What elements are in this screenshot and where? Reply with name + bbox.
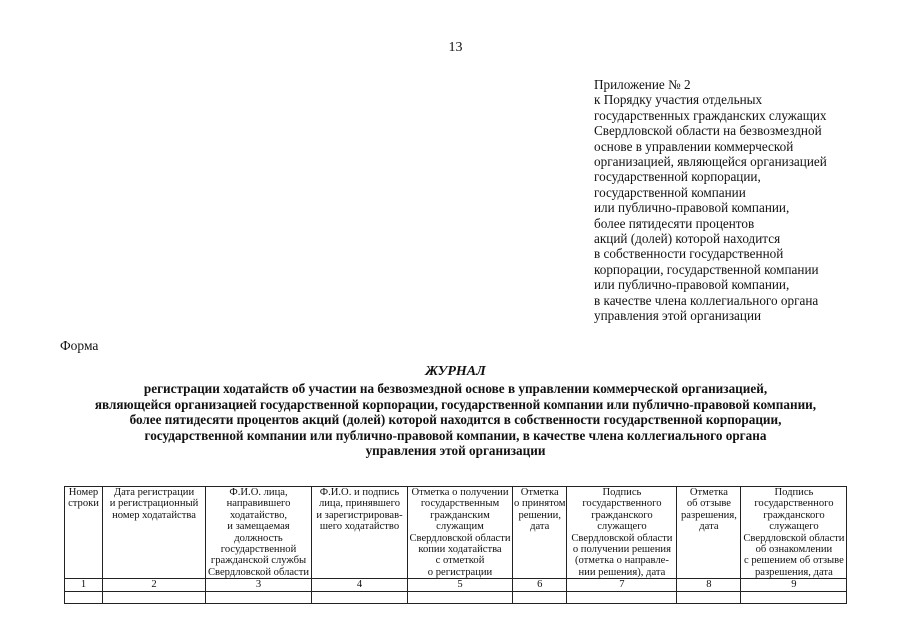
table-header-line: разрешения, [680,509,737,521]
journal-subtitle [30,381,881,459]
table-header-line: и зарегистрировав- [316,509,403,521]
table-header-line: направившего [226,498,291,510]
table-header-line: о принятом [514,498,566,510]
table-header-line: гражданской службы [210,555,307,567]
appendix-line: более пятидесяти процентов [594,215,755,231]
journal-subtitle-line: являющейся организацией государственной корпорации, государственной компании или публично-правовой компании, [94,396,817,412]
table-header-line: Отметка [689,487,728,498]
appendix-line: к Порядку участия отдельных [594,92,763,108]
table-cell [567,591,677,603]
table-header-line: (отметка о направле- [574,555,669,567]
table-header-cell [206,487,312,579]
table-header-line: о регистрации [427,566,493,578]
table-header-line: должность [234,532,283,544]
table-header-row [65,487,847,579]
table-header-line: нии решения), дата [578,566,666,578]
table-header-cell [103,487,206,579]
table-header-line: Свердловской области [207,566,310,578]
page-number: 13 [448,40,463,55]
table-header-line: и регистрационный [109,498,199,510]
appendix-line: организацией, являющейся организацией [594,154,827,170]
table-header-line: решении, [518,509,561,521]
journal-subtitle-line: государственной компании или публично-правовой компании, в качестве члена коллегиального органа [144,427,767,443]
table-header-line: гражданским [430,509,490,521]
journal-title: ЖУРНАЛ [425,364,486,379]
table-header-cell [65,487,103,579]
table-header-line: Свердловской области [571,532,673,544]
table-header-line: гражданского [763,509,825,521]
appendix-line: или публично-правовой компании, [594,200,790,216]
table-cell [206,591,312,603]
table-header-cell [408,487,513,579]
table-header-line: Отметка о получении [411,487,509,498]
table-column-number: 8 [677,579,741,591]
table-cell [677,591,741,603]
table-header-line: лица, принявшего [318,498,401,510]
table-header-line: гражданского [591,509,653,521]
table-header-cell [513,487,567,579]
table-cell [103,591,206,603]
table-header-line: Свердловской области [743,532,845,544]
journal-subtitle-line: регистрации ходатайств об участии на безвозмездной основе в управлении коммерческой организацией, [143,381,768,396]
appendix-line: или публично-правовой компании, [594,277,790,293]
table-header-line: и замещаемая [227,521,290,533]
table-column-number: 5 [408,579,513,591]
form-label: Форма [60,338,99,353]
table-column-number: 1 [65,579,103,591]
table-header-line: ходатайство, [229,509,288,521]
table-header-line: государственным [420,498,500,510]
table-header-cell [677,487,741,579]
table-header-line: об отзыве [686,498,732,510]
table-header-line: Ф.И.О. и подпись [319,487,400,498]
table-column-number: 4 [312,579,408,591]
table-header-line: о получении решения [572,544,671,556]
table-cell [312,591,408,603]
table-header-line: государственной [220,544,297,556]
table-cell [513,591,567,603]
table-header-line: дата [699,521,719,533]
table-column-number: 3 [206,579,312,591]
appendix-line: в качестве члена коллегиального органа [594,292,819,308]
table-header-cell [567,487,677,579]
table-header-line: строки [68,498,99,510]
table-column-number: 2 [103,579,206,591]
table-header-line: Номер [68,487,99,498]
table-header-line: копии ходатайства [418,544,502,556]
table-row [65,591,847,603]
appendix-line: управления этой организации [594,308,762,324]
table-header-line: Дата регистрации [113,487,195,498]
table-header-cell [741,487,847,579]
table-header-line: с решением об отзыве [744,555,844,567]
journal-subtitle-line: более пятидесяти процентов акций (долей) которой находится в собственности государственной корпорации, [129,412,782,428]
appendix-line: государственной корпорации, [594,169,761,185]
appendix-line: Приложение № 2 [594,77,691,92]
table-header-line: Подпись [774,487,814,498]
table-header-line: служащего [769,521,819,533]
appendix-line: акций (долей) которой находится [594,231,781,247]
appendix-block [594,77,894,324]
table-header-line: шего ходатайство [319,521,400,533]
appendix-line: в собственности государственной [594,246,784,262]
registration-table [64,486,847,604]
table-header-line: дата [530,521,550,533]
table-cell [65,591,103,603]
appendix-line: корпорации, государственной компании [594,261,819,277]
table-column-number: 6 [513,579,567,591]
table-header-line: Подпись [602,487,642,498]
table-column-number: 7 [567,579,677,591]
appendix-line: государственных гражданских служащих [594,107,827,123]
table-header-line: Отметка [520,487,559,498]
table-number-row [65,579,847,591]
appendix-line: основе в управлении коммерческой [594,138,794,154]
table-header-line: Свердловской области [409,532,511,544]
table-header-line: служащего [597,521,647,533]
table-header-line: об ознакомлении [755,544,833,556]
table-header-cell [312,487,408,579]
table-header-line: государственного [754,498,834,510]
appendix-line: государственной компании [594,184,746,200]
table-header-line: государственного [582,498,662,510]
appendix-line: Свердловской области на безвозмездной [594,123,822,139]
table-header-line: разрешения, дата [755,566,833,578]
journal-subtitle-line: управления этой организации [365,443,546,459]
table-header-line: Ф.И.О. лица, [229,487,288,498]
table-cell [408,591,513,603]
table-cell [741,591,847,603]
table-header-line: с отметкой [435,555,485,567]
table-column-number: 9 [741,579,847,591]
table-header-line: служащим [436,521,484,533]
table-header-line: номер ходатайства [112,509,196,521]
